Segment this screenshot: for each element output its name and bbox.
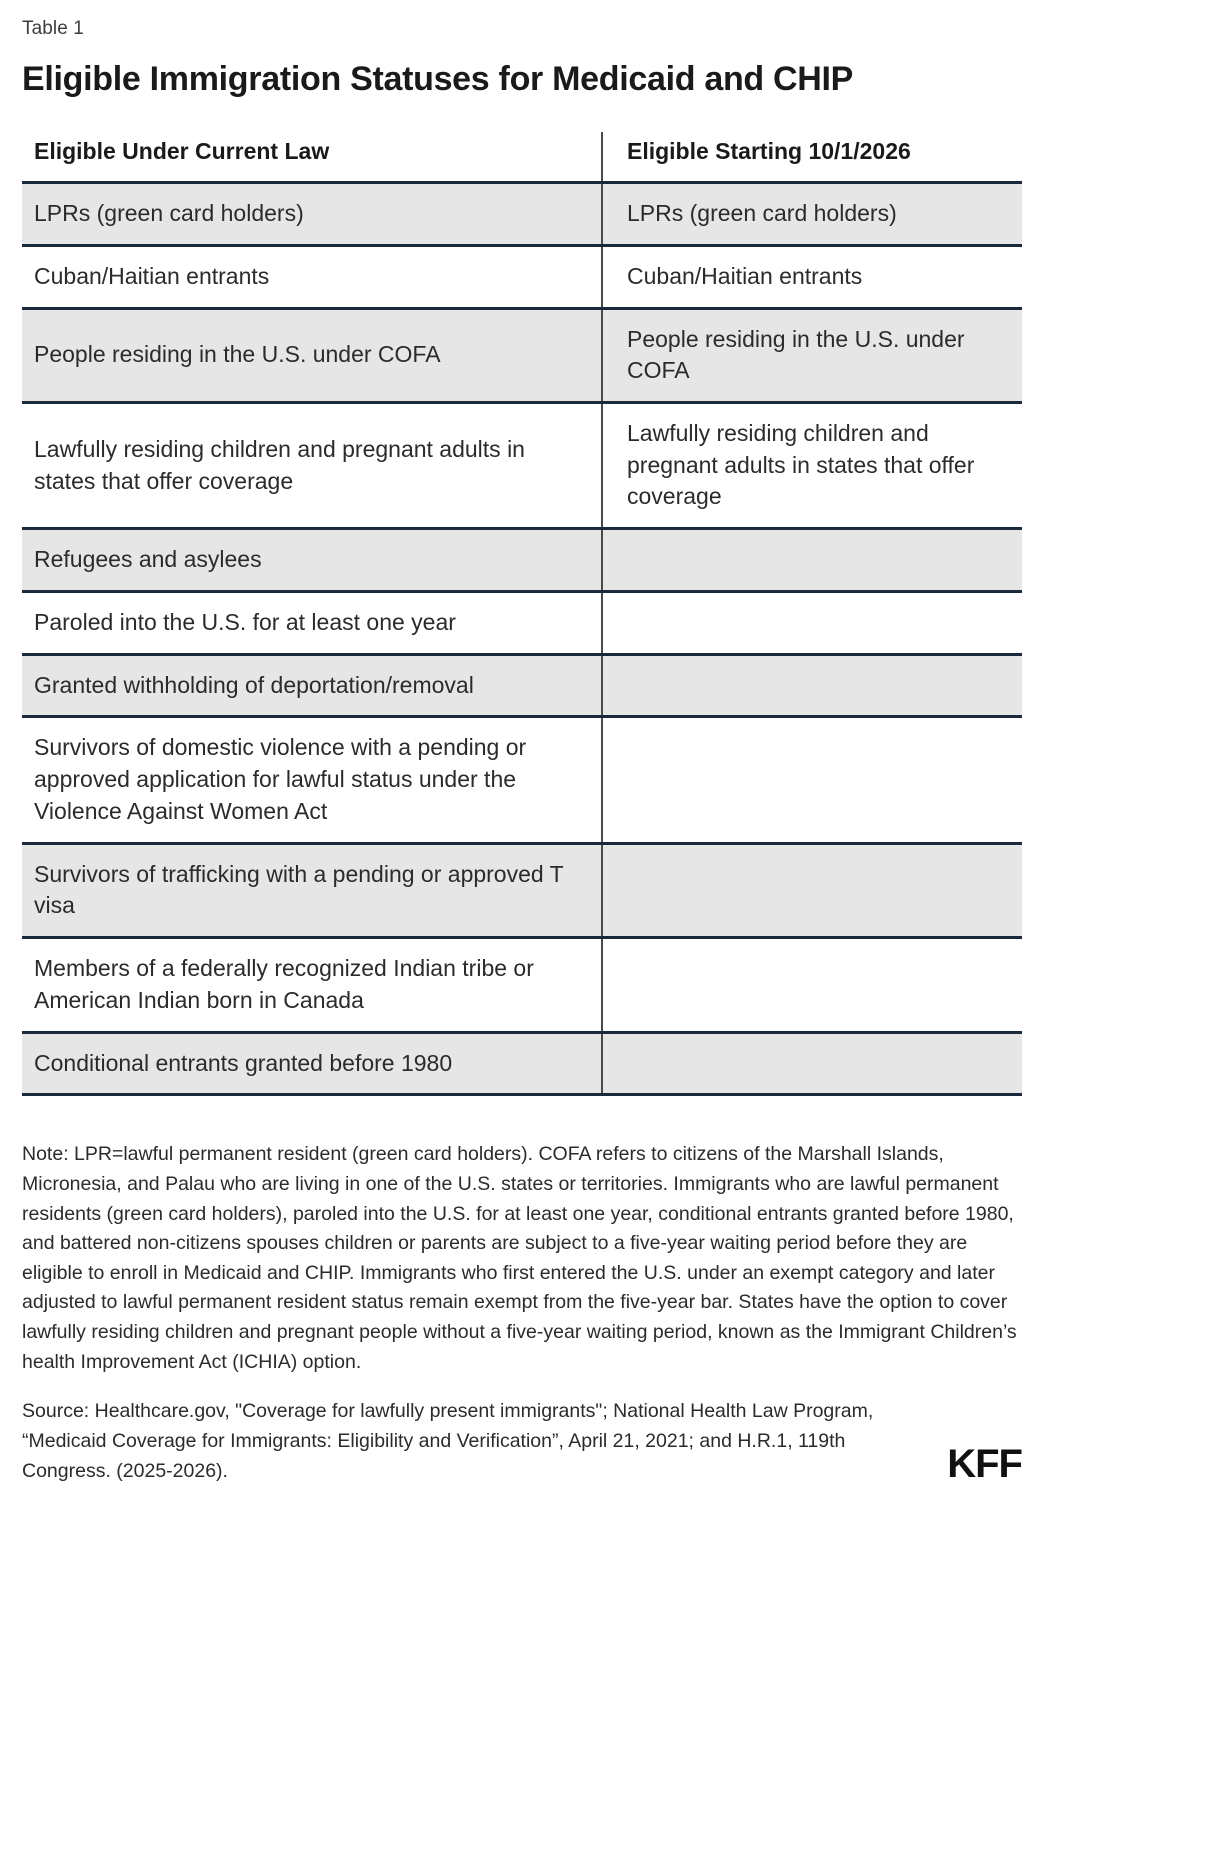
table-row — [22, 591, 1022, 654]
cell-current-law: Cuban/Haitian entrants — [22, 245, 602, 308]
table-row — [22, 654, 1022, 717]
table-header-row — [22, 132, 1022, 183]
cell-starting-2026 — [602, 717, 1022, 843]
cell-starting-2026 — [602, 529, 1022, 592]
cell-starting-2026 — [602, 1032, 1022, 1095]
cell-current-law: Paroled into the U.S. for at least one year — [22, 591, 602, 654]
cell-current-law: Survivors of domestic violence with a pending or approved application for lawful status under the Violence Against Women Act — [22, 717, 602, 843]
table-row — [22, 308, 1022, 402]
kff-logo: KFF — [947, 1442, 1022, 1487]
cell-current-law: Refugees and asylees — [22, 529, 602, 592]
table-header — [22, 132, 1022, 183]
table-row — [22, 843, 1022, 937]
table-row — [22, 403, 1022, 529]
cell-starting-2026: Lawfully residing children and pregnant adults in states that offer coverage — [602, 403, 1022, 529]
cell-starting-2026: LPRs (green card holders) — [602, 183, 1022, 246]
table-row — [22, 245, 1022, 308]
source-row — [22, 1397, 1022, 1486]
cell-current-law: Lawfully residing children and pregnant adults in states that offer coverage — [22, 403, 602, 529]
eligibility-table — [22, 132, 1022, 1096]
cell-starting-2026 — [602, 654, 1022, 717]
table-row — [22, 1032, 1022, 1095]
cell-starting-2026: People residing in the U.S. under COFA — [602, 308, 1022, 402]
source-text: Source: Healthcare.gov, "Coverage for lawfully present immigrants"; National Health Law Program, “Medicaid Coverage for Immigrants: Eligibility and Verification”, April 21, 2021; and H.R.1, 119th Congress. (2025-2026). — [22, 1400, 874, 1482]
cell-current-law: Granted withholding of deportation/removal — [22, 654, 602, 717]
table-row — [22, 938, 1022, 1032]
cell-current-law: People residing in the U.S. under COFA — [22, 308, 602, 402]
table-row — [22, 183, 1022, 246]
table-body — [22, 183, 1022, 1095]
cell-starting-2026: Cuban/Haitian entrants — [602, 245, 1022, 308]
cell-current-law: Survivors of trafficking with a pending or approved T visa — [22, 843, 602, 937]
footnotes — [22, 1140, 1022, 1486]
cell-current-law: Conditional entrants granted before 1980 — [22, 1032, 602, 1095]
table-label: Table 1 — [22, 18, 84, 39]
table-row — [22, 529, 1022, 592]
cell-current-law: LPRs (green card holders) — [22, 183, 602, 246]
cell-starting-2026 — [602, 843, 1022, 937]
table-row — [22, 717, 1022, 843]
column-header-current-law: Eligible Under Current Law — [22, 132, 602, 183]
note-text: Note: LPR=lawful permanent resident (green card holders). COFA refers to citizens of the Marshall Islands, Micronesia, and Palau who are living in one of the U.S. states or territories. Immigrants who are lawful permanent residents (green card holders), paroled into the U.S. for at least one year, conditional entrants granted before 1980, and battered non-citizens spouses children or parents are subject to a five-year waiting period before they are eligible to enroll in Medicaid and CHIP. Immigrants who first entered the U.S. under an exempt category and later adjusted to lawful permanent resident status remain exempt from the five-year bar. States have the option to cover lawfully residing children and pregnant people without a five-year waiting period, known as the Immigrant Children’s health Improvement Act (ICHIA) option. — [22, 1143, 1017, 1373]
column-header-starting-2026: Eligible Starting 10/1/2026 — [602, 132, 1022, 183]
cell-current-law: Members of a federally recognized Indian tribe or American Indian born in Canada — [22, 938, 602, 1032]
page-title: Eligible Immigration Statuses for Medicaid and CHIP — [22, 60, 854, 98]
cell-starting-2026 — [602, 591, 1022, 654]
cell-starting-2026 — [602, 938, 1022, 1032]
